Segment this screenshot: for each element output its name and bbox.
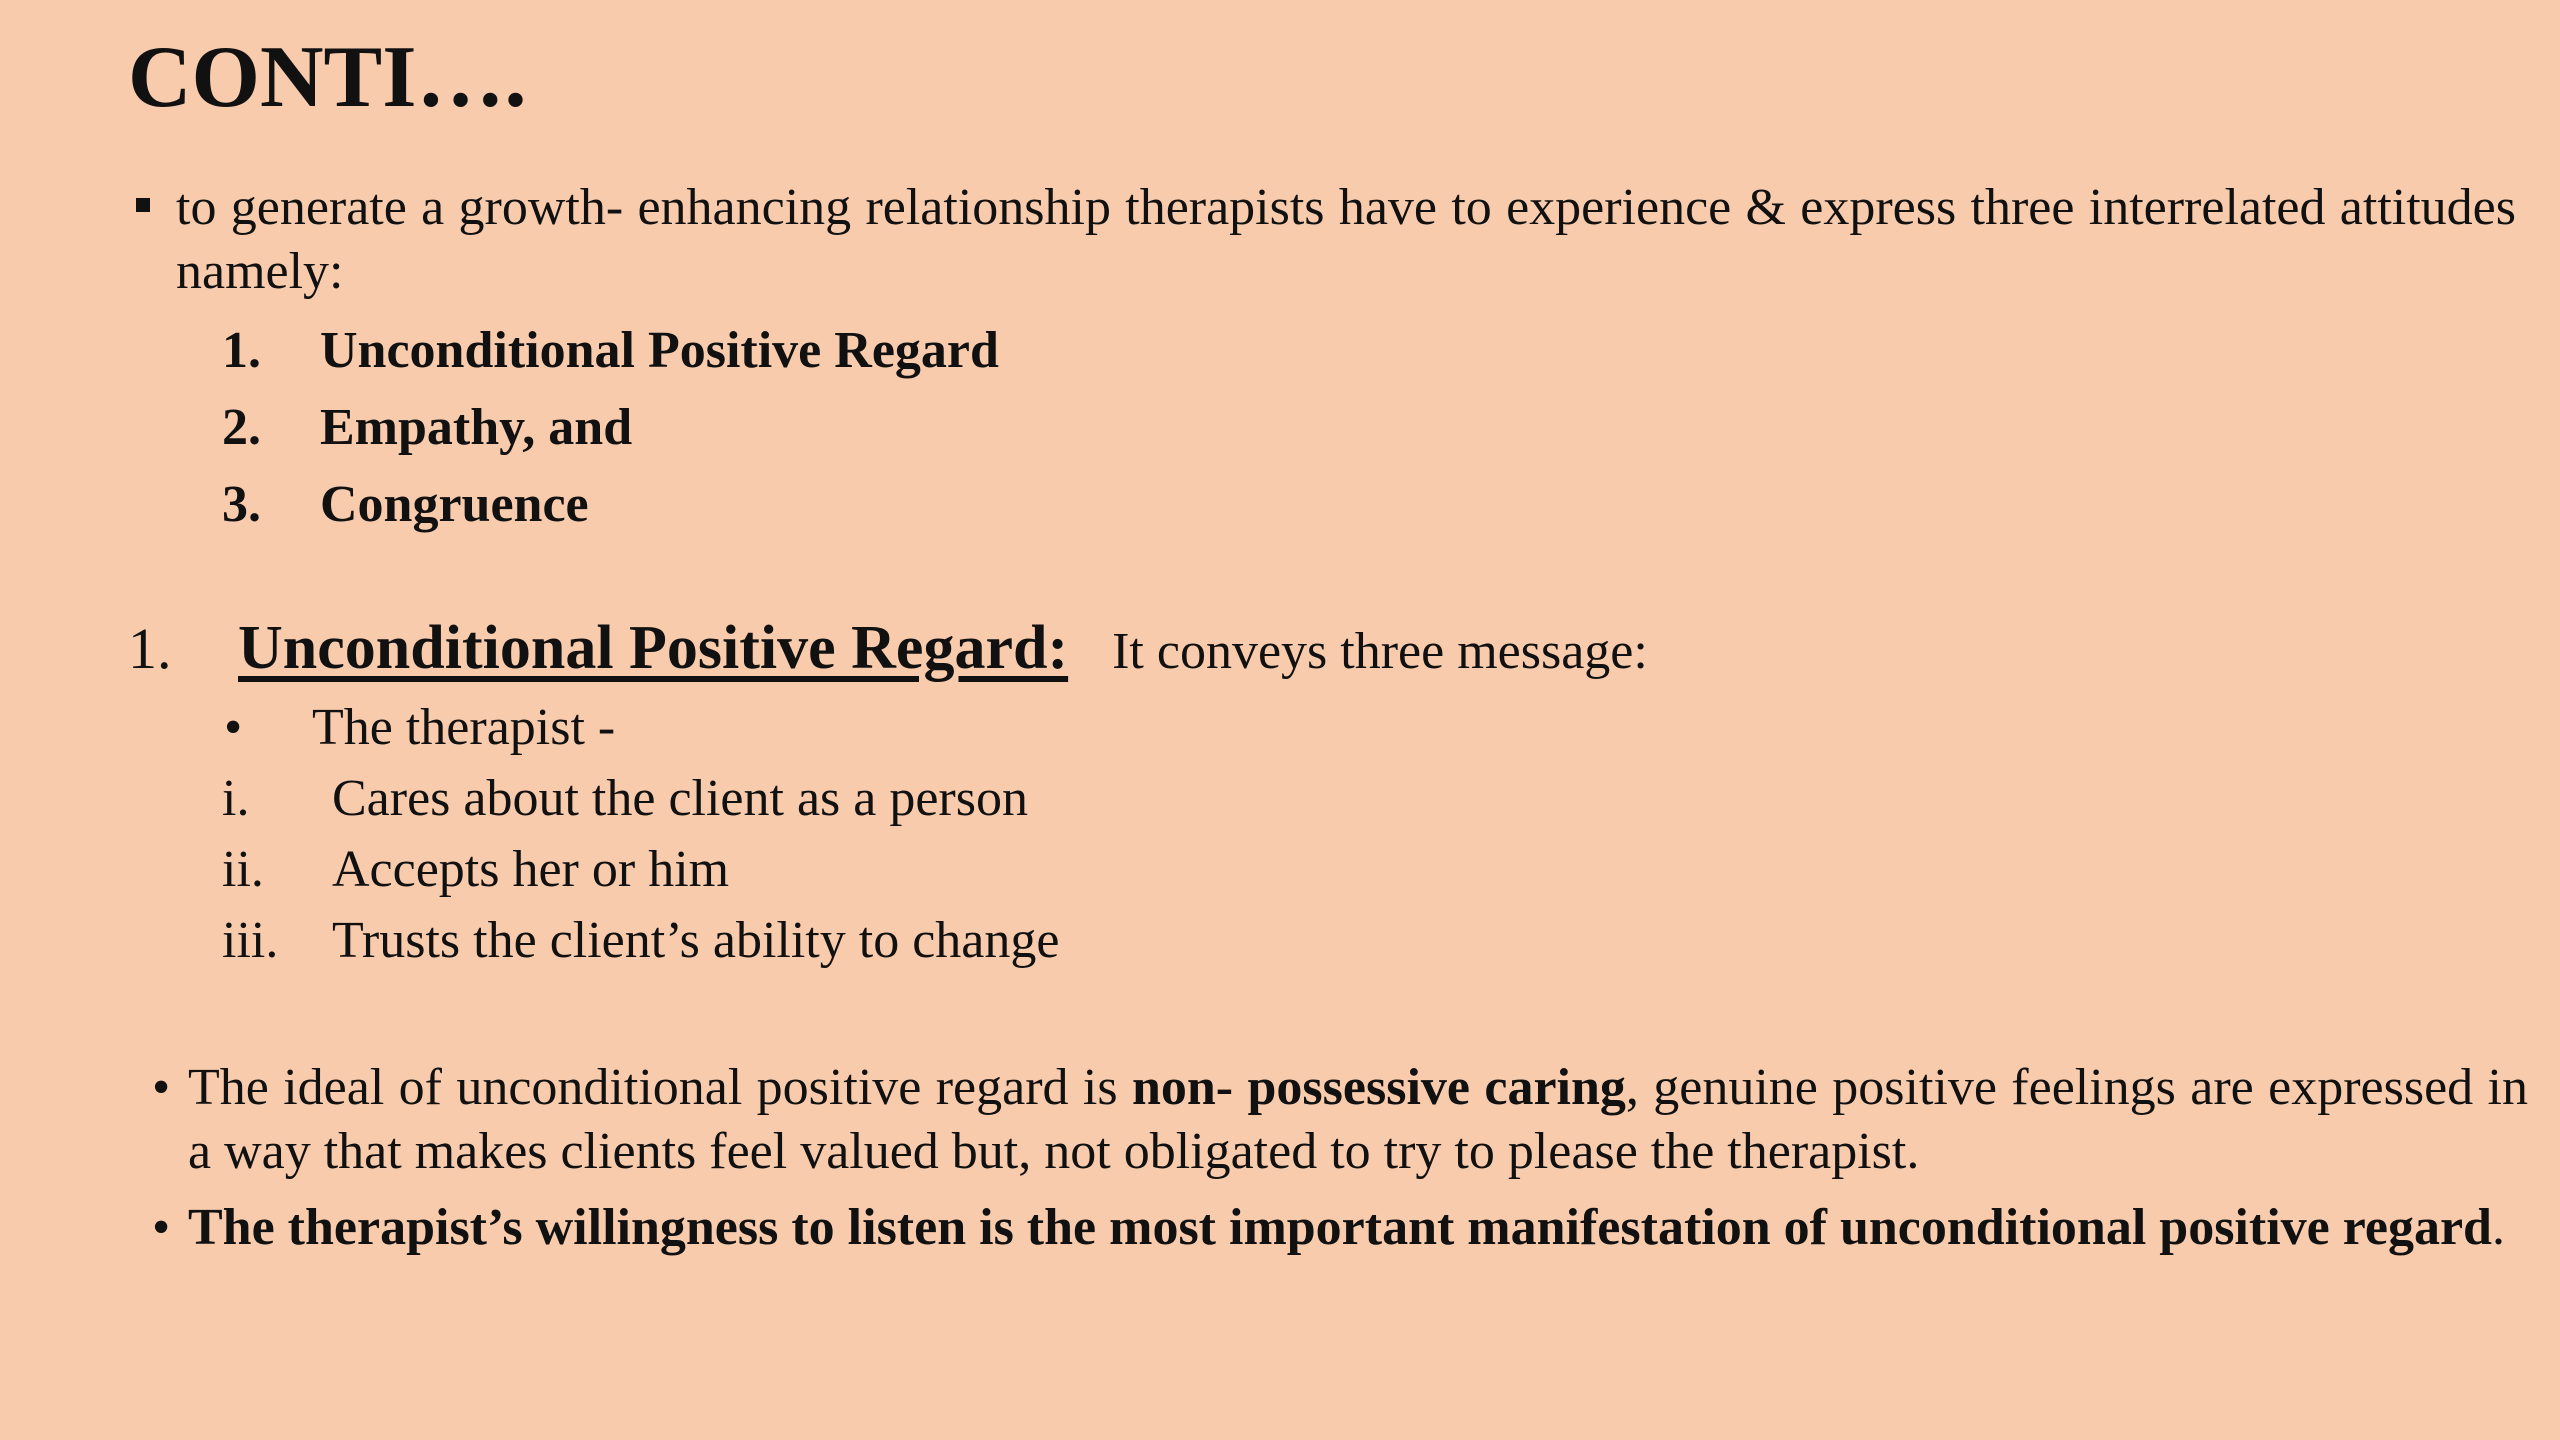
section-lead: It conveys three message:	[1112, 623, 1648, 680]
square-bullet-icon	[136, 198, 150, 212]
bullet-dot-icon: •	[224, 699, 243, 756]
list-label: Empathy, and	[320, 399, 633, 456]
list-label: Unconditional Positive Regard	[320, 322, 999, 379]
roman-number: iii.	[222, 912, 279, 969]
attitudes-list	[222, 312, 999, 543]
roman-number: ii.	[222, 841, 264, 898]
non-possessive-caring: non- possessive caring	[1131, 1059, 1626, 1116]
messages-list	[222, 692, 1059, 976]
list-item	[222, 905, 1059, 976]
intro-text: to generate a growth- enhancing relationship therapists have to experience & express three interrelated attitudes namely:	[176, 179, 2516, 300]
message-text: Cares about the client as a person	[332, 770, 1028, 827]
closing-paragraph-2: • The therapist’s willingness to listen is the most important manifestation of unconditional positive regard.	[188, 1196, 2528, 1260]
closing-paragraph-1: • The ideal of unconditional positive regard is non- possessive caring, genuine positive feelings are expressed in a way that makes clients feel valued but, not obligated to try to please the therapist.	[188, 1056, 2528, 1184]
list-label: Congruence	[320, 476, 589, 533]
list-number: 1.	[222, 322, 261, 379]
list-item	[222, 834, 1059, 905]
section-number: 1.	[128, 616, 172, 681]
message-text: Trusts the client’s ability to change	[332, 912, 1060, 969]
slide-title: CONTI….	[128, 29, 527, 126]
list-item	[222, 312, 999, 389]
bullet-dot-icon: •	[152, 1059, 171, 1116]
bullet-dot-icon: •	[152, 1199, 171, 1256]
sub-bullet-text: The therapist -	[312, 699, 616, 756]
list-item	[222, 466, 999, 543]
section-heading: Unconditional Positive Regard:	[238, 614, 1069, 682]
roman-number: i.	[222, 770, 250, 827]
closing-paragraphs	[128, 1056, 2528, 1272]
list-number: 2.	[222, 399, 261, 456]
list-number: 3.	[222, 476, 261, 533]
list-item	[222, 763, 1059, 834]
message-text: Accepts her or him	[332, 841, 730, 898]
intro-paragraph	[128, 176, 2516, 304]
list-item	[222, 692, 1059, 763]
list-item	[222, 389, 999, 466]
section-heading-row	[128, 608, 1648, 692]
